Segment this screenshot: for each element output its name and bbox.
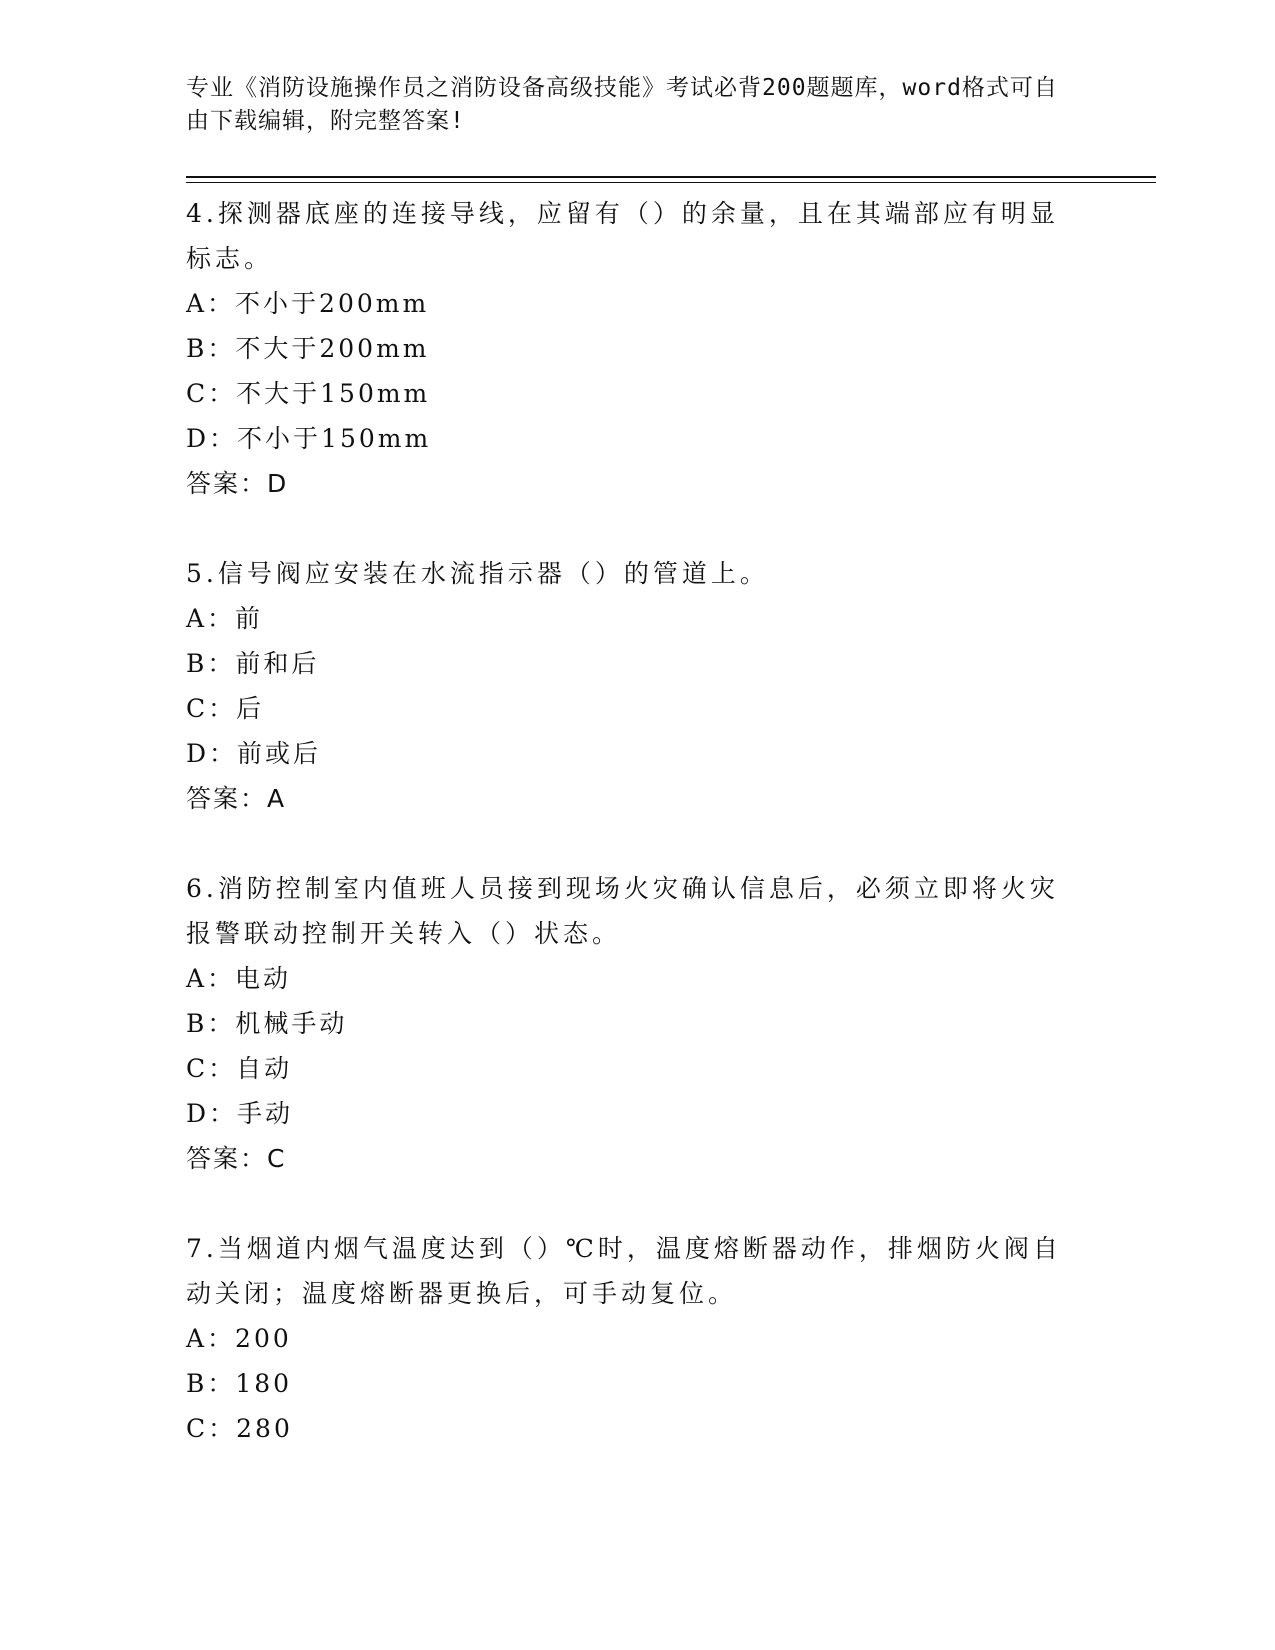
option-d: D：手动 [186, 1099, 294, 1128]
option-a: A：不小于200mm [186, 289, 430, 318]
spacer [186, 506, 1156, 551]
question-7 [186, 1226, 1156, 1451]
question-6 [186, 866, 1156, 1181]
question-5 [186, 551, 1156, 821]
option-c: C：后 [186, 694, 265, 723]
option-c: C：280 [186, 1414, 293, 1443]
question-stem: 5.信号阀应安装在水流指示器（）的管道上。 [186, 559, 769, 588]
option-b: B：不大于200mm [186, 334, 430, 363]
question-stem: 6.消防控制室内值班人员接到现场火灾确认信息后，必须立即将火灾报警联动控制开关转入（）状态。 [186, 874, 1059, 948]
option-d: D：前或后 [186, 739, 322, 768]
question-stem: 4.探测器底座的连接导线，应留有（）的余量，且在其端部应有明显标志。 [186, 199, 1059, 273]
option-a: A：前 [186, 604, 264, 633]
option-a: A：电动 [186, 964, 292, 993]
document-header: 专业《消防设施操作员之消防设备高级技能》考试必背200题题库，word格式可自由下载编辑，附完整答案! [186, 75, 1058, 134]
document-page [186, 72, 1156, 1451]
option-b: B：机械手动 [186, 1009, 348, 1038]
option-c: C：不大于150mm [186, 379, 431, 408]
header-divider [186, 176, 1156, 183]
answer-line: 答案：D [186, 469, 289, 498]
answer-line: 答案：A [186, 784, 287, 813]
spacer [186, 821, 1156, 866]
question-4 [186, 191, 1156, 506]
option-a: A：200 [186, 1324, 292, 1353]
option-d: D：不小于150mm [186, 424, 432, 453]
spacer [186, 1181, 1156, 1226]
option-b: B：前和后 [186, 649, 320, 678]
answer-line: 答案：C [186, 1144, 287, 1173]
option-c: C：自动 [186, 1054, 293, 1083]
option-b: B：180 [186, 1369, 293, 1398]
question-stem: 7.当烟道内烟气温度达到（）℃时，温度熔断器动作，排烟防火阀自动关闭；温度熔断器更换后，可手动复位。 [186, 1234, 1062, 1308]
